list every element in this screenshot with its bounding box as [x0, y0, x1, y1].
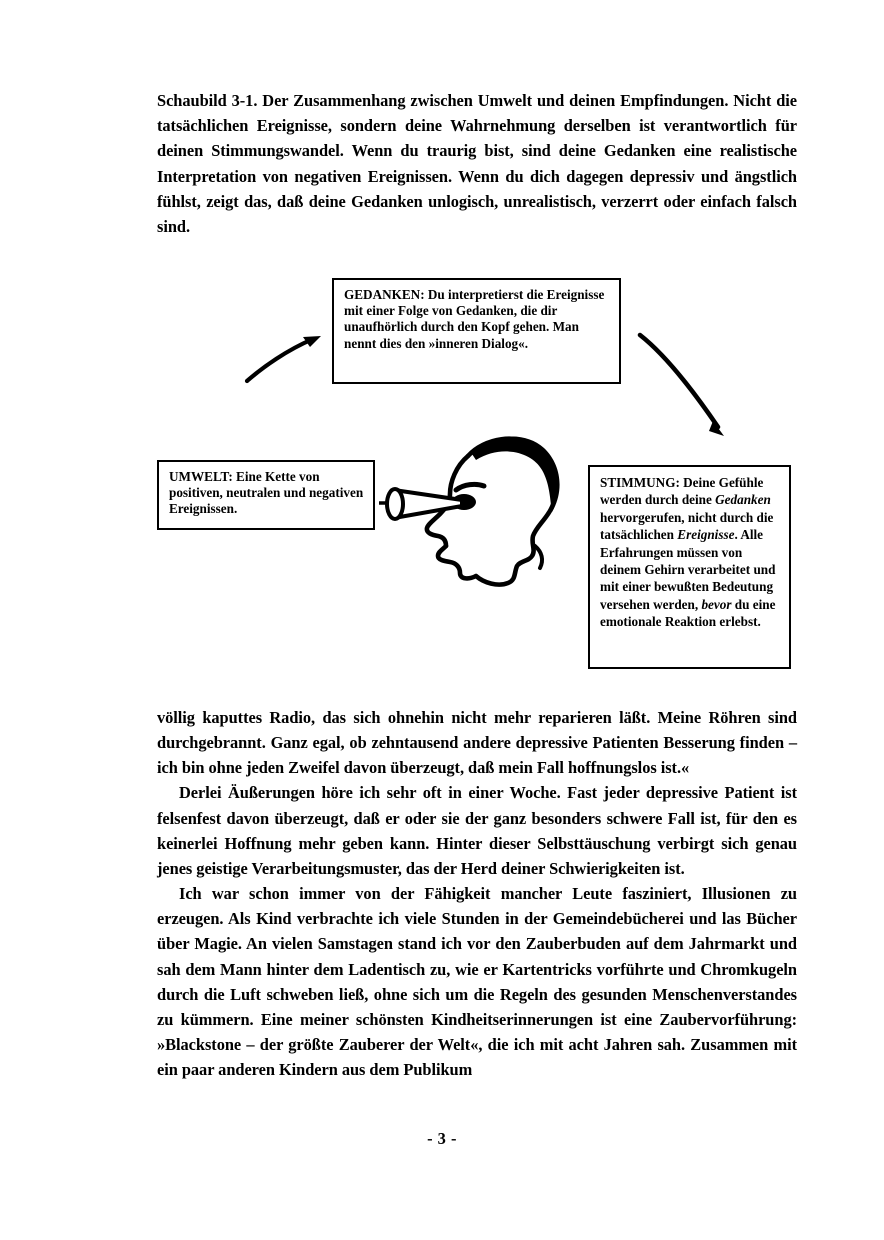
figure-caption-text: Der Zusammenhang zwischen Umwelt und deinen Empfindungen. Nicht die tatsächlichen Ereignisse, sondern deine Wahrnehmung derselben ist verantwortlich für deinen Stimmungswandel. Wenn du traurig bist, sind deine Gedanken eine realistische Interpretation von negativen Ereignissen. Wenn du dich dagegen depressiv und ängstlich fühlst, zeigt das, daß deine Gedanken unlogisch, unrealistisch, verzerrt oder einfach falsch sind. [157, 91, 797, 237]
diagram-box-umwelt-text: Eine Kette von positiven, neutralen und negativen Ereignissen. [169, 469, 364, 517]
diagram-box-stimmung-italic2: Ereignisse [677, 527, 735, 543]
page-number: - 3 - [427, 1129, 457, 1148]
diagram-box-stimmung-italic1: Gedanken [715, 492, 771, 508]
diagram-box-stimmung-part4: du eine emotionale Reaktion erlebst. [600, 596, 776, 630]
body-text [157, 705, 797, 1082]
body-paragraph: Derlei Äußerungen höre ich sehr oft in einer Woche. Fast jeder depressive Patient ist felsenfest davon überzeugt, daß er oder sie der ganz besonders schwere Fall ist, für den es keinerlei Hoffnung mehr geben kann. Hinter dieser Selbsttäuschung verbirgt sich genau jenes geistige Verarbeitungsmuster, das der Herd deiner Schwierigkeiten ist. [157, 783, 797, 878]
diagram-box-stimmung-italic3: bevor [701, 596, 732, 612]
eyebrow-shape [456, 484, 484, 490]
diagram-box-stimmung-part2: hervorgerufen, nicht durch die tatsächlichen [600, 509, 774, 543]
head-profile-illustration [372, 428, 602, 608]
diagram-box-stimmung-keyword: STIMMUNG: [600, 475, 680, 490]
diagram-box-umwelt-keyword: UMWELT: [169, 469, 233, 484]
figure-diagram [0, 250, 884, 690]
diagram-box-umwelt [157, 460, 375, 530]
diagram-box-stimmung-part1: Deine Gefühle werden durch deine [600, 475, 764, 508]
diagram-box-gedanken-keyword: GEDANKEN: [344, 287, 425, 302]
diagram-box-gedanken [332, 278, 621, 384]
diagram-box-stimmung-part3: . Alle Erfahrungen müssen von deinem Gehirn verarbeitet und mit einer bewußten Bedeutung versehen werden, [600, 527, 776, 612]
body-paragraph: völlig kaputtes Radio, das sich ohnehin nicht mehr reparieren läßt. Meine Röhren sind durchgebrannt. Ganz egal, ob zehntausend andere depressive Patienten Besserung finden – ich bin ohne jeden Zweifel davon überzeugt, daß mein Fall hoffnungslos ist.« [157, 708, 797, 778]
hair-shape [472, 437, 560, 512]
body-paragraph: Ich war schon immer von der Fähigkeit mancher Leute fasziniert, Illusionen zu erzeugen. Als Kind verbrachte ich viele Stunden in der Gemeindebücherei und las Bücher über Magie. An vielen Samstagen stand ich vor den Zauberbuden auf dem Jahrmarkt und sah dem Mann hinter dem Ladentisch zu, wie er Kartentricks vorführte und Chromkugeln durch die Luft schweben ließ, ohne sich um die Regeln des gesunden Menschenverstandes zu kümmern. Eine meiner schönsten Kindheitserinnerungen ist eine Zaubervorführung: »Blackstone – der größte Zauberer der Welt«, die ich mit acht Jahren sah. Zusammen mit ein paar anderen Kindern aus dem Publikum [157, 884, 797, 1080]
diagram-box-stimmung [588, 465, 791, 669]
arrow-gedanken-to-stimmung [640, 335, 724, 436]
figure-caption-label: Schaubild 3-1. [157, 91, 258, 110]
figure-caption [157, 88, 797, 239]
diagram-box-gedanken-text: Du interpretierst die Ereignisse mit einer Folge von Gedanken, die dir unaufhörlich durch den Kopf gehen. Man nennt dies den »inneren Dialog«. [344, 287, 605, 351]
arrow-umwelt-to-gedanken [247, 336, 321, 381]
